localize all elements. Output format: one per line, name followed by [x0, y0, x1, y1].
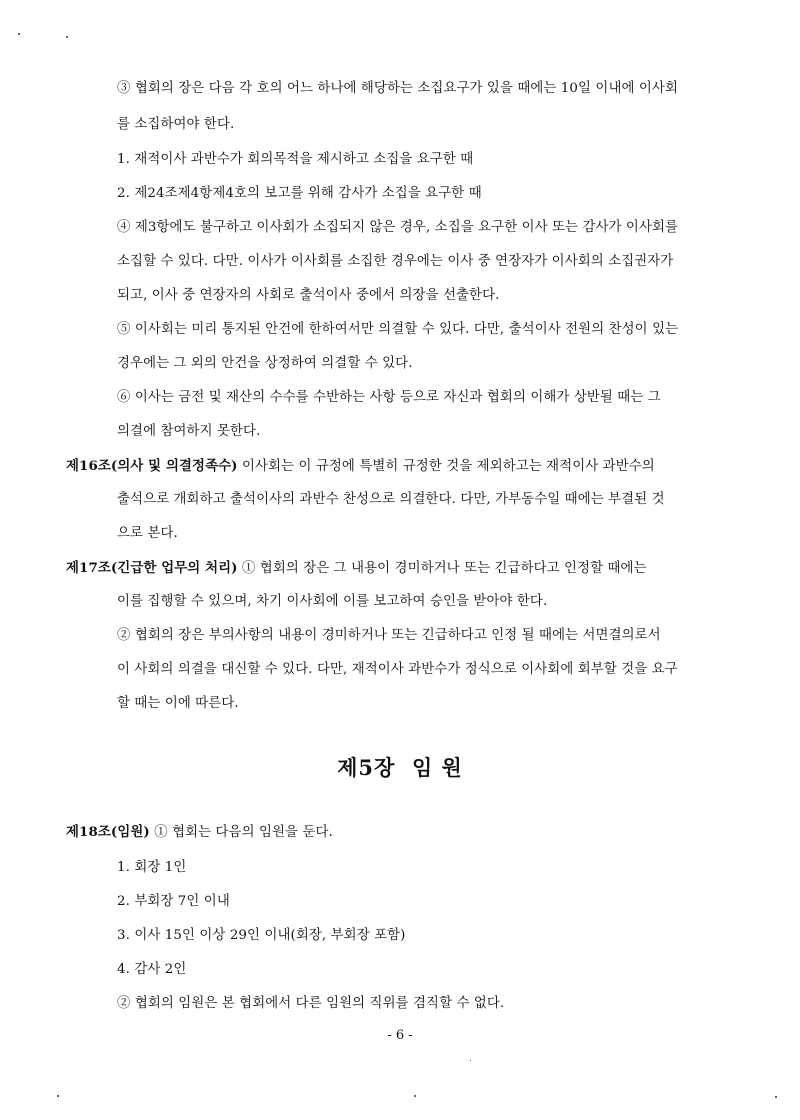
article-16-line-3: 으로 본다. [117, 526, 178, 541]
article-17-paragraph-2-line-3: 할 때는 이에 따른다. [117, 696, 239, 711]
article-17-paragraph-2-line-2: 이 사회의 의결을 대신할 수 있다. 다만, 재적이사 과반수가 정식으로 이사회에 회부할 것을 요구 [117, 662, 678, 677]
article-16-line-2: 출석으로 개회하고 출석이사의 과반수 찬성으로 의결한다. 다만, 가부동수일 때에는 부결된 것 [117, 492, 665, 507]
article-18-text: ① 협회는 다음의 임원을 둔다. [149, 825, 333, 840]
paragraph-6-line-2: 의결에 참여하지 못한다. [117, 424, 261, 439]
article-17-title: 제17조(긴급한 업무의 처리) [66, 560, 238, 576]
list-item-1: 1. 재적이사 과반수가 회의목적을 제시하고 소집을 요구한 때 [117, 152, 474, 167]
chapter-heading: 제5장 임 원 [337, 755, 463, 780]
paragraph-5-line-1: ⑤ 이사회는 미리 통지된 안건에 한하여서만 의결할 수 있다. 다만, 출석이사 전원의 찬성이 있는 [117, 322, 679, 337]
scan-dot [18, 33, 20, 35]
paragraph-3-line-1: ③ 협회의 장은 다음 각 호의 어느 하나에 해당하는 소집요구가 있을 때에는 10일 이내에 이사회 [117, 81, 678, 96]
article-18-title: 제18조(임원) [66, 824, 150, 840]
article-16-text: 이사회는 이 규정에 특별히 규정한 것을 제외하고는 재적이사 과반수의 [237, 459, 655, 474]
page-number: - 6 - [387, 1028, 413, 1043]
article-17-text: ① 협회의 장은 그 내용이 경미하거나 또는 긴급하다고 인정할 때에는 [237, 561, 647, 576]
paragraph-6-line-1: ⑥ 이사는 금전 및 재산의 수수를 수반하는 사항 등으로 자신과 협회의 이해가 상반될 때는 그 [117, 390, 661, 405]
article-17-line-2: 이를 집행할 수 있으며, 차기 이사회에 이를 보고하여 승인을 받아야 한다. [117, 594, 548, 609]
article-16-title: 제16조(의사 및 의결정족수) [66, 458, 238, 474]
article-17-paragraph-2-line-1: ② 협회의 장은 부의사항의 내용이 경미하거나 또는 긴급하다고 인정 될 때에는 서면결의로서 [117, 628, 661, 643]
article-16-line-1 [66, 457, 655, 476]
officer-item-3: 3. 이사 15인 이상 29인 이내(회장, 부회장 포함) [117, 928, 406, 943]
paragraph-3-line-2: 를 소집하여야 한다. [117, 117, 235, 132]
officer-item-4: 4. 감사 2인 [117, 962, 187, 977]
article-18-paragraph-2: ② 협회의 임원은 본 협회에서 다른 임원의 직위를 겸직할 수 없다. [117, 996, 505, 1011]
officer-item-2: 2. 부회장 7인 이내 [117, 894, 230, 909]
scan-dot [775, 1096, 777, 1098]
paragraph-4-line-2: 소집할 수 있다. 다만. 이사가 이사회를 소집한 경우에는 이사 중 연장자가 이사회의 소집권자가 [117, 254, 674, 269]
paragraph-4-line-1: ④ 제3항에도 불구하고 이사회가 소집되지 않은 경우, 소집을 요구한 이사 또는 감사가 이사회를 [117, 220, 679, 235]
article-17-line-1 [66, 559, 647, 578]
scan-dot [470, 1060, 471, 1061]
scan-dot [66, 36, 68, 38]
paragraph-4-line-3: 되고, 이사 중 연장자의 사회로 출석이사 중에서 의장을 선출한다. [117, 288, 500, 303]
paragraph-5-line-2: 경우에는 그 외의 안건을 상정하여 의결할 수 있다. [117, 356, 413, 371]
article-18-line-1 [66, 823, 333, 842]
list-item-2: 2. 제24조제4항제4호의 보고를 위해 감사가 소집을 요구한 때 [117, 186, 482, 201]
officer-item-1: 1. 회장 1인 [117, 860, 187, 875]
scan-dot [57, 1095, 59, 1097]
scan-dot [414, 1095, 416, 1097]
